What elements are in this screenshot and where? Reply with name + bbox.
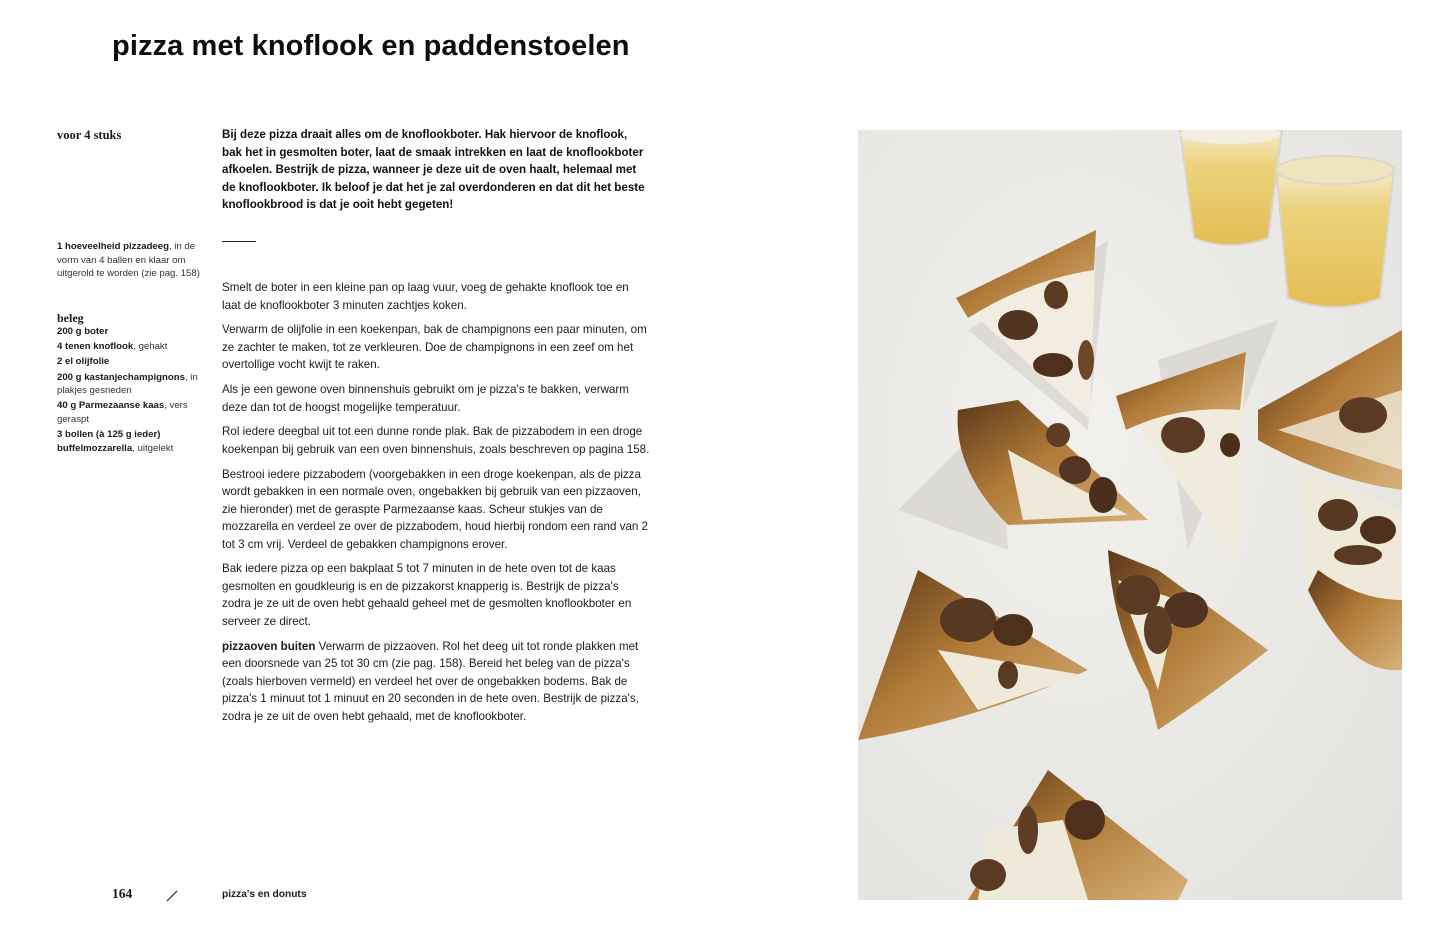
recipe-photo	[858, 130, 1402, 900]
ingredient-item	[57, 399, 207, 426]
ingredient-note: , uitgelekt	[132, 442, 174, 454]
beer-glass-2	[1276, 156, 1394, 307]
section-name: pizza's en donuts	[222, 889, 307, 900]
slash-divider-icon	[166, 890, 178, 902]
method-step: Als je een gewone oven binnenshuis gebruikt om je pizza's te bakken, verwarm deze dan tot de hoogst mogelijke temperatuur.	[222, 383, 629, 414]
ingredient-name: 2 el olijfolie	[57, 356, 110, 368]
outdoor-text: Verwarm de pizzaoven. Rol het deeg uit tot ronde plakken met een doorsnede van 25 tot 30 cm (zie pag. 158). Bereid het beleg van de pizza's (zoals hierboven vermeld) en verdeel het over de ongebakken bodems. Bak de pizza's 1 minuut tot 1 minuut en 20 seconden in de hete oven. Bestrijk de pizza's, zodra je ze uit de oven hebt gehaald, met de knoflookboter.	[222, 639, 639, 723]
ingredient-item	[57, 240, 207, 281]
ingredient-note: , in de vorm van 4 ballen en klaar om uitgerold te worden (zie pag. 158)	[57, 241, 200, 280]
ingredient-item	[57, 340, 207, 354]
intro-paragraph: Bij deze pizza draait alles om de knoflookboter. Hak hiervoor de knoflook, bak het in gesmolten boter, laat de smaak intrekken en laat de knoflookboter afkoelen. Bestrijk de pizza, wanneer je deze uit de oven haalt, helemaal met de knoflookboter. Ik beloof je dat het je zal overdonderen en dat dit het beste knoflookbrood is dat je ooit hebt gegeten!	[222, 128, 645, 212]
ingredient-name: 4 tenen knoflook	[57, 341, 134, 353]
ingredient-item	[57, 371, 207, 398]
ingredient-note: , vers geraspt	[57, 400, 188, 425]
section-divider	[222, 241, 256, 242]
ingredient-item	[57, 428, 207, 455]
ingredient-item	[57, 325, 207, 339]
ingredients-topping	[57, 311, 207, 457]
recipe-title: pizza met knoflook en paddenstoelen	[112, 30, 630, 62]
outdoor-label: pizzaoven buiten	[222, 639, 316, 653]
pizza-photo-illustration	[858, 130, 1402, 900]
method-step-outdoor	[222, 638, 650, 726]
ingredient-item	[57, 355, 207, 369]
ingredient-note: , gehakt	[133, 341, 168, 353]
ingredient-name: 3 bollen (à 125 g ieder) buffelmozzarella	[57, 429, 161, 454]
servings-label: voor 4 stuks	[57, 128, 122, 142]
method-step: Bestrooi iedere pizzabodem (voorgebakken in een droge koekenpan, als de pizza wordt gebakken in een normale oven, ongebakken bij gebruik van een pizzaoven, zie hieronder) met de geraspte Parmezaanse kaas. Scheur stukjes van de mozzarella en verdeel ze over de pizzabodem, houd hierbij rondom een rand van 2 tot 3 cm vrij. Verdeel de gebakken champignons erover.	[222, 467, 649, 551]
method-step: Bak iedere pizza op een bakplaat 5 tot 7 minuten in de hete oven tot de kaas gesmolten en goudkleurig is en de pizzakorst knapperig is. Bestrijk de pizza's zodra je ze uit de oven hebt gehaald geheel met de gesmolten knoflookboter en serveer ze direct.	[222, 562, 632, 628]
ingredient-name: 200 g boter	[57, 326, 109, 337]
topping-heading: beleg	[57, 311, 84, 325]
ingredient-name: 200 g kastanjechampignons	[57, 371, 185, 383]
ingredient-name: 1 hoeveelheid pizzadeeg	[57, 241, 169, 252]
method-steps	[222, 279, 650, 733]
method-step: Rol iedere deegbal uit tot een dunne ronde plak. Bak de pizzabodem in een droge koekenpan bij gebruik van een oven binnenshuis, zoals beschreven op pagina 158.	[222, 425, 650, 456]
beer-glass-1	[1180, 130, 1282, 245]
page-number: 164	[112, 886, 133, 901]
ingredient-note: , in plakjes gesneden	[57, 371, 198, 397]
method-step: Smelt de boter in een kleine pan op laag vuur, voeg de gehakte knoflook toe en laat de knoflookboter 3 minuten zachtjes koken.	[222, 281, 629, 312]
ingredients-dough	[57, 240, 207, 282]
ingredient-name: 40 g Parmezaanse kaas	[57, 400, 165, 412]
method-step: Verwarm de olijfolie in een koekenpan, bak de champignons een paar minuten, om ze zachter te maken, tot ze verkleuren. Doe de champignons in een zeef om het overtollige vocht kwijt te raken.	[222, 323, 647, 372]
